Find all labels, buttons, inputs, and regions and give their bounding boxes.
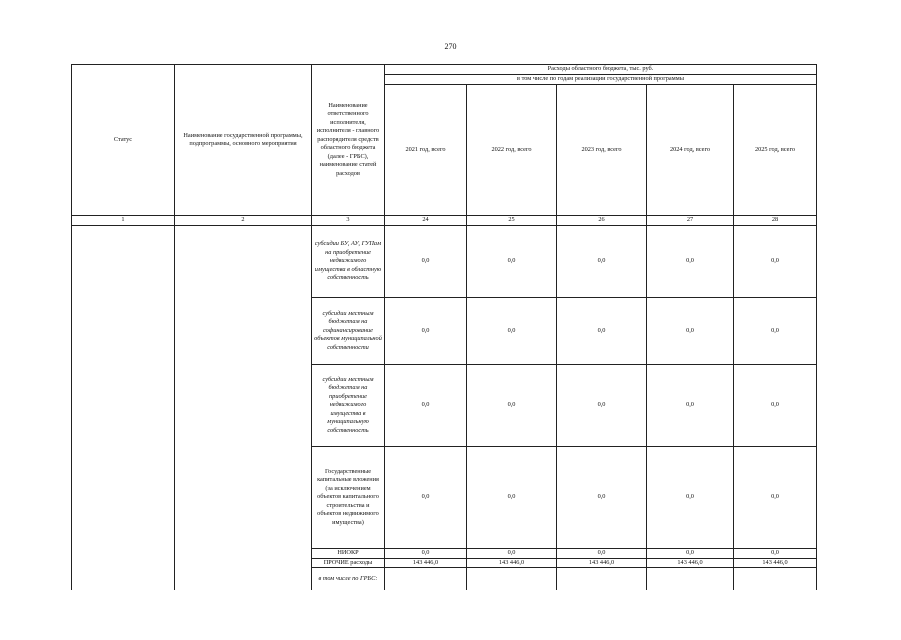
header-year-2023: 2023 год, всего <box>557 85 647 216</box>
header-year-2024: 2024 год, всего <box>647 85 734 216</box>
row-value: 0,0 <box>385 447 467 549</box>
row-value <box>385 568 467 590</box>
column-numbers-row <box>72 216 817 226</box>
row-label: ПРОЧИЕ расходы <box>312 558 385 568</box>
page-number: 270 <box>444 42 457 51</box>
row-label: субсидии местным бюджетам на приобретение недвижимого имущества в муниципальную собственность <box>312 365 385 447</box>
row-value: 0,0 <box>734 447 817 549</box>
row-value: 0,0 <box>734 226 817 298</box>
row-value: 143 446,0 <box>557 558 647 568</box>
column-number: 25 <box>467 216 557 226</box>
row-value: 0,0 <box>734 298 817 365</box>
row-value: 0,0 <box>734 365 817 447</box>
row-value <box>467 568 557 590</box>
row-value: 0,0 <box>647 365 734 447</box>
row-value: 0,0 <box>557 226 647 298</box>
column-number: 2 <box>175 216 312 226</box>
table-row <box>72 226 817 298</box>
row-value <box>734 568 817 590</box>
header-by-years: в том числе по годам реализации государственной программы <box>385 75 817 85</box>
row-value <box>647 568 734 590</box>
row-value: 0,0 <box>385 365 467 447</box>
row-value: 0,0 <box>647 447 734 549</box>
header-executor-name: Наименование ответственного исполнителя, исполнителя - главного распорядителя средств областного бюджета (далее - ГРБС), наименование статей расходов <box>312 65 385 216</box>
row-value: 0,0 <box>647 226 734 298</box>
row-value: 0,0 <box>467 447 557 549</box>
header-year-2025: 2025 год, всего <box>734 85 817 216</box>
row-value: 0,0 <box>557 447 647 549</box>
budget-table <box>71 64 817 590</box>
header-program-name: Наименование государственной программы, подпрограммы, основного мероприятия <box>175 65 312 216</box>
row-value: 0,0 <box>467 298 557 365</box>
row-value: 0,0 <box>467 365 557 447</box>
row-value: 143 446,0 <box>467 558 557 568</box>
header-status: Статус <box>72 65 175 216</box>
row-label: в том числе по ГРБС: <box>312 568 385 590</box>
row-label: Государственные капитальные вложения (за исключением объектов капитального строительства и объектов недвижимого имущества) <box>312 447 385 549</box>
row-value <box>557 568 647 590</box>
row-value: 0,0 <box>734 549 817 559</box>
row-value: 143 446,0 <box>647 558 734 568</box>
row-label: субсидии местным бюджетам на софинансирование объектов муниципальной собственности <box>312 298 385 365</box>
status-cell <box>72 226 175 590</box>
column-number: 1 <box>72 216 175 226</box>
column-number: 3 <box>312 216 385 226</box>
header-budget-expenses: Расходы областного бюджета, тыс. руб. <box>385 65 817 75</box>
header-year-2021: 2021 год, всего <box>385 85 467 216</box>
row-value: 0,0 <box>557 549 647 559</box>
row-value: 0,0 <box>557 298 647 365</box>
row-label: НИОКР <box>312 549 385 559</box>
row-value: 0,0 <box>385 549 467 559</box>
header-row-group <box>72 65 817 75</box>
row-value: 0,0 <box>467 226 557 298</box>
column-number: 27 <box>647 216 734 226</box>
row-value: 0,0 <box>385 298 467 365</box>
row-value: 0,0 <box>647 298 734 365</box>
row-value: 0,0 <box>385 226 467 298</box>
row-value: 143 446,0 <box>734 558 817 568</box>
row-value: 143 446,0 <box>385 558 467 568</box>
row-value: 0,0 <box>467 549 557 559</box>
column-number: 28 <box>734 216 817 226</box>
header-year-2022: 2022 год, всего <box>467 85 557 216</box>
row-value: 0,0 <box>557 365 647 447</box>
column-number: 26 <box>557 216 647 226</box>
column-number: 24 <box>385 216 467 226</box>
program-cell <box>175 226 312 590</box>
row-value: 0,0 <box>647 549 734 559</box>
row-label: субсидии БУ, АУ, ГУПам на приобретение недвижимого имущества в областную собственность <box>312 226 385 298</box>
